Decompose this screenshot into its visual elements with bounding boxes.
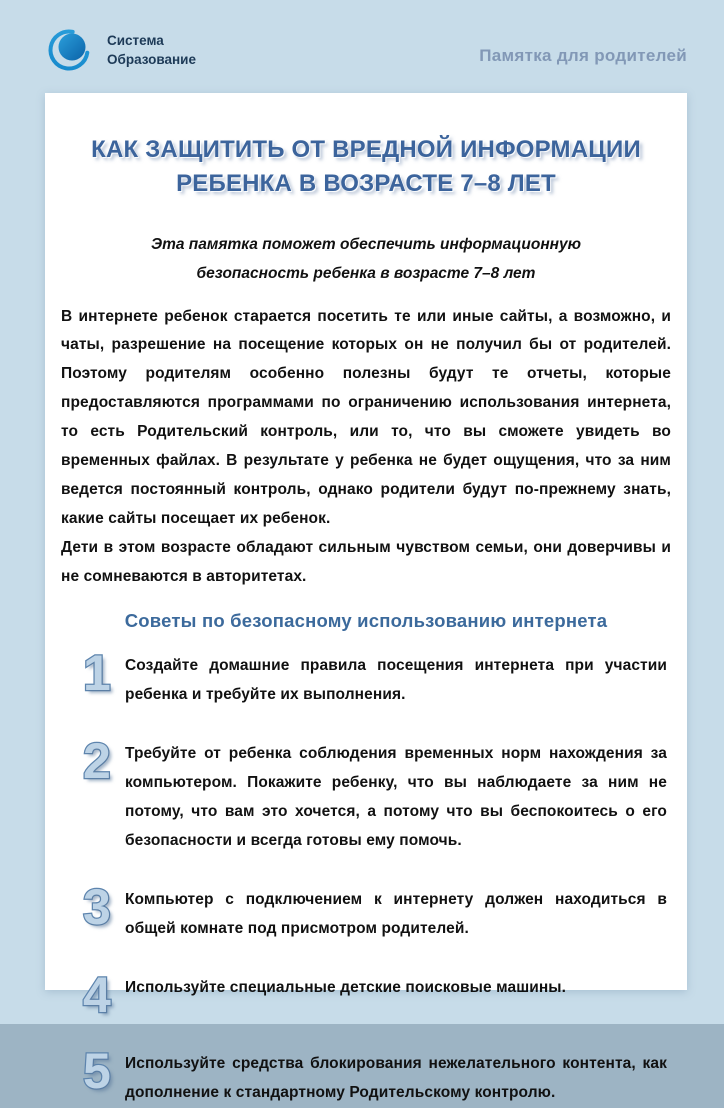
- tip-number-4: 4: [83, 967, 111, 1024]
- globe-orbit-icon: [45, 26, 97, 76]
- tip-text-2: Требуйте от ребенка соблюдения временных норм нахождения за компьютером. Покажите ребенку, что вы наблюдаете за ним не потому, что вам это хочется, а потому что вы беспокоитесь о его безопасности и всегда готовы ему помочь.: [125, 745, 667, 850]
- tip-item-4: [83, 967, 667, 1024]
- tip-item-1: [83, 645, 667, 710]
- tip-number-3: 3: [83, 879, 111, 936]
- logo-text-line2: Образование: [107, 52, 196, 67]
- tip-number-1: 1: [83, 645, 111, 702]
- tips-heading: Советы по безопасному использованию интернета: [124, 610, 608, 632]
- logo: [45, 26, 196, 76]
- document-title: [61, 133, 671, 201]
- intro-paragraph-2: Дети в этом возрасте обладают сильным чувством семьи, они доверчивы и не сомневаются в авторитетах.: [61, 539, 671, 586]
- document-title-line1: КАК ЗАЩИТИТЬ ОТ ВРЕДНОЙ ИНФОРМАЦИИ: [91, 136, 641, 163]
- document-card: [45, 93, 687, 1102]
- logo-text-line1: Система: [107, 33, 164, 49]
- tip-text-1: Создайте домашние правила посещения интернета при участии ребенка и требуйте их выполнения.: [125, 657, 667, 704]
- logo-text: [107, 32, 196, 70]
- tip-text-5: Используйте средства блокирования нежелательного контента, как дополнение к стандартному Родительскому контролю.: [125, 1055, 667, 1102]
- tip-text-4: Используйте специальные детские поисковые машины.: [125, 979, 567, 997]
- document-subtitle: Эта памятка поможет обеспечить информационную безопасность ребенка в возрасте 7–8 лет: [150, 236, 582, 282]
- tip-text-3: Компьютер с подключением к интернету должен находиться в общей комнате под присмотром родителей.: [125, 891, 667, 938]
- tip-item-2: [83, 733, 667, 856]
- tip-number-2: 2: [83, 733, 111, 790]
- tip-item-3: [83, 879, 667, 944]
- tip-item-5: [83, 1043, 667, 1108]
- tips-list: [61, 645, 671, 1108]
- page-header: [45, 0, 687, 93]
- tip-number-5: 5: [83, 1043, 111, 1100]
- document-title-line2: РЕБЕНКА В ВОЗРАСТЕ 7–8 ЛЕТ: [176, 170, 556, 198]
- header-tagline: Памятка для родителей: [479, 46, 687, 65]
- intro-paragraph-1: В интернете ребенок старается посетить те или иные сайты, а возможно, и чаты, разрешение на посещение которых он не получил бы от родителей. Поэтому родителям особенно полезны будут те отчеты, которые предоставляются программами по ограничению использования интернета, то есть Родительский контроль, или то, что вы сможете увидеть во временных файлах. В результате у ребенка не будет ощущения, что за ним ведется постоянный контроль, однако родители будут по-прежнему знать, какие сайты посещает их ребенок.: [61, 307, 671, 528]
